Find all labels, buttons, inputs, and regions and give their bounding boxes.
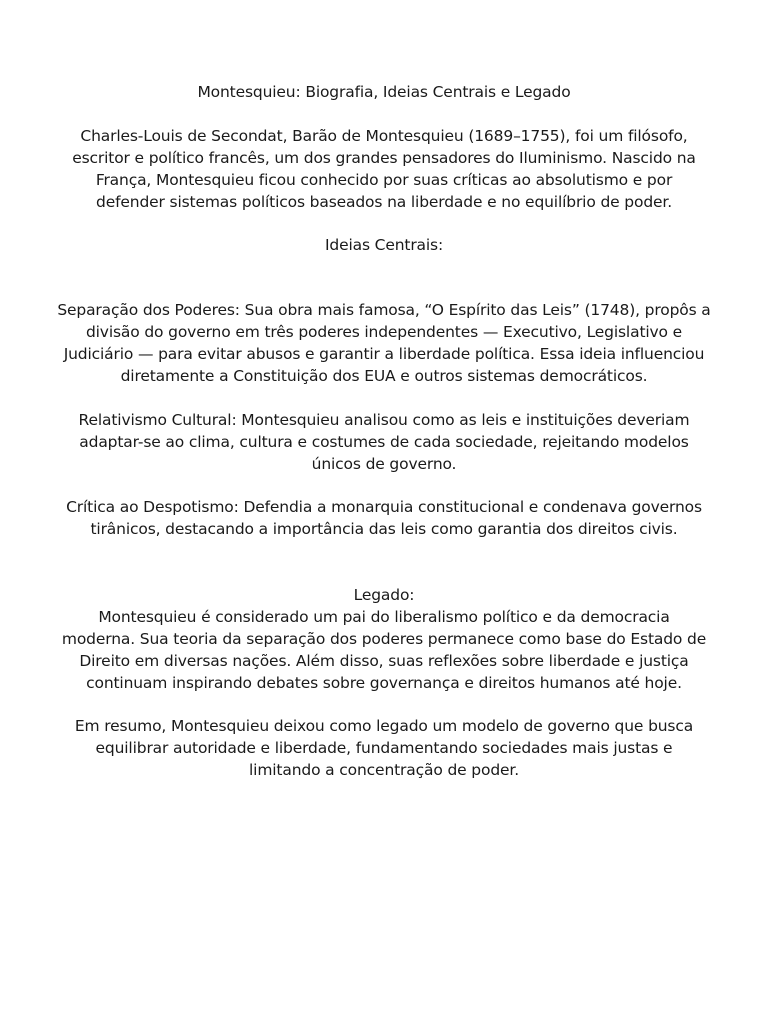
legacy-line: moderna. Sua teoria da separação dos poderes permanece como base do Estado de bbox=[61, 630, 707, 648]
separation-line: divisão do governo em três poderes independentes — Executivo, Legislativo e bbox=[85, 323, 683, 341]
separation-line: diretamente a Constituição dos EUA e outros sistemas democráticos. bbox=[120, 367, 648, 385]
relativism-line: Relativismo Cultural: Montesquieu analisou como as leis e instituições deveriam bbox=[78, 411, 690, 429]
separation-line: Judiciário — para evitar abusos e garantir a liberdade política. Essa ideia influenciou bbox=[63, 345, 705, 363]
summary-line: limitando a concentração de poder. bbox=[249, 761, 519, 779]
ideas-heading-text: Ideias Centrais: bbox=[324, 236, 444, 254]
legacy-line: Montesquieu é considerado um pai do liberalismo político e da democracia bbox=[98, 608, 670, 626]
document-title bbox=[44, 81, 724, 103]
despotism-critique-paragraph bbox=[44, 496, 724, 540]
summary-line: equilibrar autoridade e liberdade, fundamentando sociedades mais justas e bbox=[95, 739, 673, 757]
title-line: Montesquieu: Biografia, Ideias Centrais e Legado bbox=[197, 83, 571, 101]
legacy-line: Direito em diversas nações. Além disso, suas reflexões sobre liberdade e justiça bbox=[79, 652, 689, 670]
separation-of-powers-paragraph bbox=[44, 299, 724, 387]
intro-line: escritor e político francês, um dos grandes pensadores do Iluminismo. Nascido na bbox=[72, 149, 696, 167]
critique-line: Crítica ao Despotismo: Defendia a monarquia constitucional e condenava governos bbox=[66, 498, 702, 516]
ideas-heading bbox=[44, 234, 724, 256]
legacy-section bbox=[44, 584, 724, 694]
critique-line: tirânicos, destacando a importância das leis como garantia dos direitos civis. bbox=[90, 520, 678, 538]
intro-paragraph bbox=[44, 125, 724, 213]
intro-line: França, Montesquieu ficou conhecido por suas críticas ao absolutismo e por bbox=[95, 171, 673, 189]
cultural-relativism-paragraph bbox=[44, 409, 724, 475]
legacy-line: continuam inspirando debates sobre governança e direitos humanos até hoje. bbox=[86, 674, 682, 692]
separation-line: Separação dos Poderes: Sua obra mais famosa, “O Espírito das Leis” (1748), propôs a bbox=[57, 301, 711, 319]
relativism-line: únicos de governo. bbox=[311, 455, 457, 473]
intro-line: defender sistemas políticos baseados na liberdade e no equilíbrio de poder. bbox=[96, 193, 672, 211]
summary-paragraph bbox=[44, 715, 724, 781]
legacy-heading: Legado: bbox=[353, 586, 415, 604]
relativism-line: adaptar-se ao clima, cultura e costumes de cada sociedade, rejeitando modelos bbox=[79, 433, 689, 451]
intro-line: Charles-Louis de Secondat, Barão de Montesquieu (1689–1755), foi um filósofo, bbox=[80, 127, 688, 145]
summary-line: Em resumo, Montesquieu deixou como legado um modelo de governo que busca bbox=[74, 717, 694, 735]
